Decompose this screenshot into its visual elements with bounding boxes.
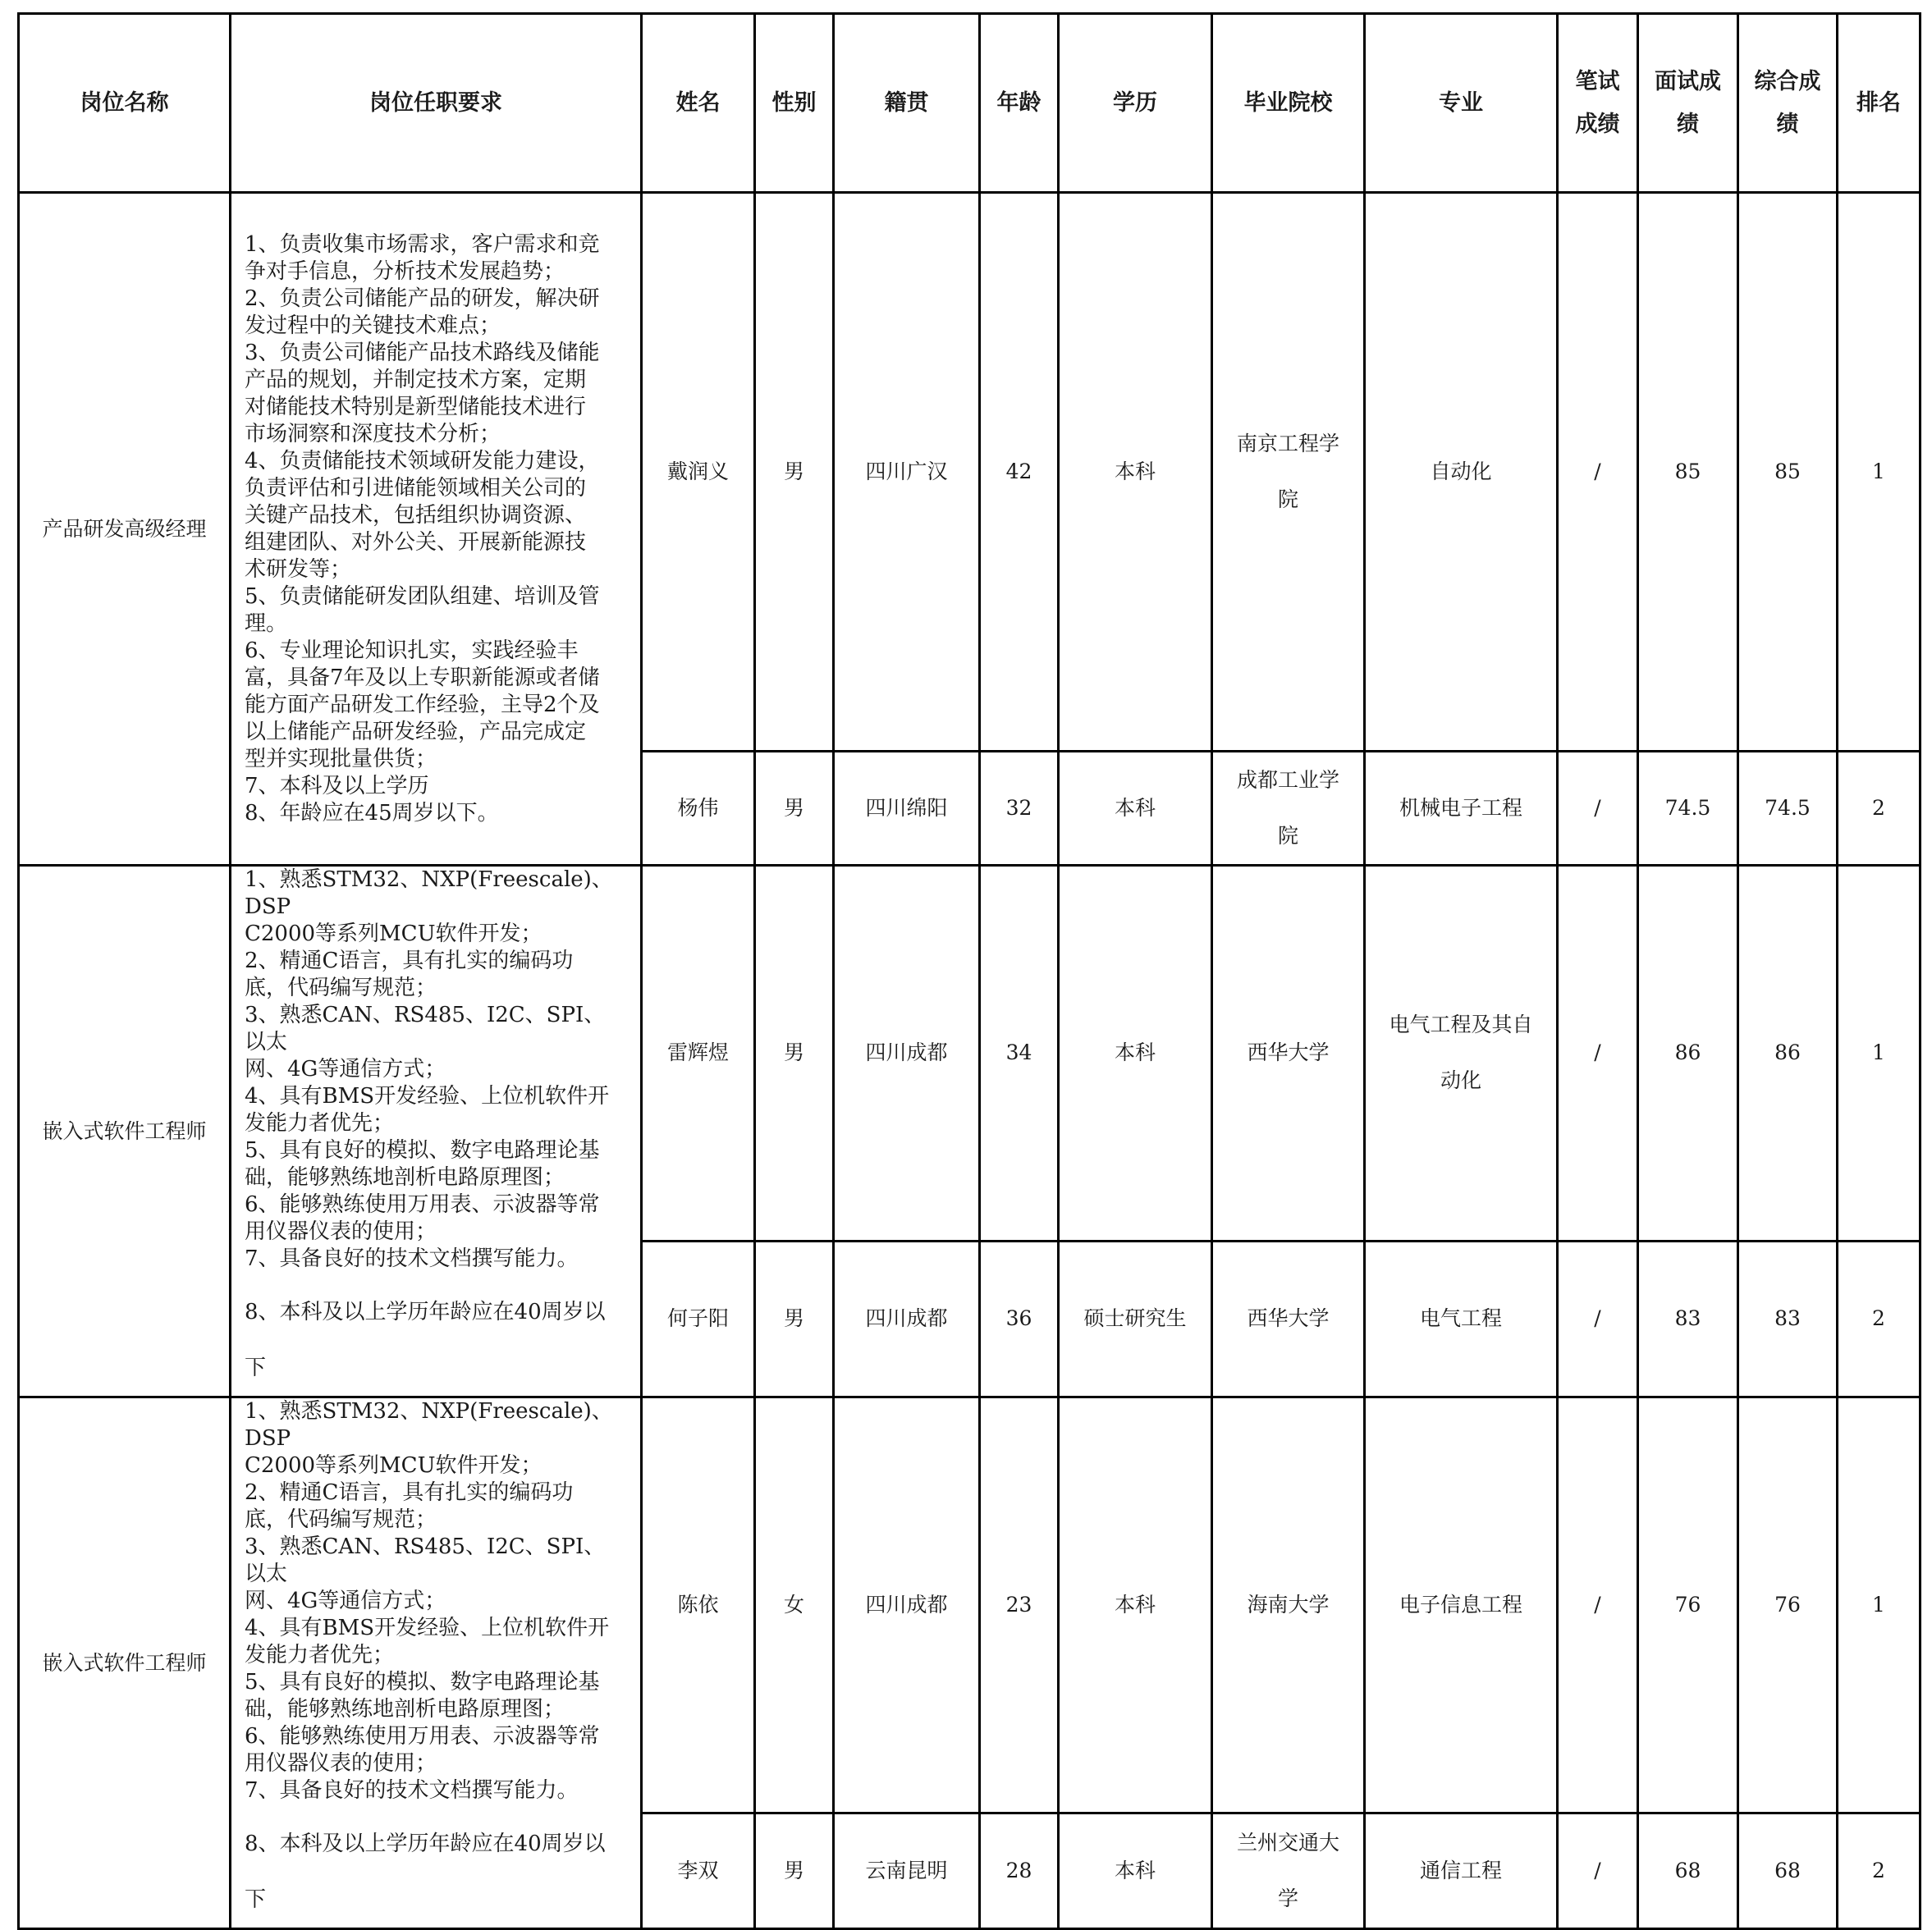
- candidate-rank: 2: [1838, 752, 1921, 866]
- candidate-origin: 四川绵阳: [834, 752, 980, 866]
- header-requirements: 岗位任职要求: [231, 14, 642, 193]
- candidate-written: /: [1558, 1397, 1638, 1813]
- candidate-age: 28: [980, 1813, 1059, 1928]
- candidate-age: 23: [980, 1397, 1059, 1813]
- candidate-written: /: [1558, 1241, 1638, 1397]
- header-total: 综合成 绩: [1738, 14, 1838, 193]
- candidate-total: 68: [1738, 1813, 1838, 1928]
- header-major: 专业: [1365, 14, 1558, 193]
- requirements-cell: [231, 193, 642, 866]
- candidate-interview: 86: [1638, 866, 1738, 1242]
- position-cell: 产品研发高级经理: [19, 193, 231, 866]
- candidate-origin: 云南昆明: [834, 1813, 980, 1928]
- candidate-education: 本科: [1059, 1397, 1212, 1813]
- candidate-gender: 女: [755, 1397, 834, 1813]
- candidate-name: 何子阳: [642, 1241, 755, 1397]
- candidate-major: 电气工程: [1365, 1241, 1558, 1397]
- candidate-school: 西华大学: [1212, 866, 1365, 1242]
- candidate-interview: 76: [1638, 1397, 1738, 1813]
- table-row: [19, 866, 1921, 1242]
- candidate-rank: 1: [1838, 866, 1921, 1242]
- requirements-text: 1、熟悉STM32、NXP(Freescale)、DSP C2000等系列MCU软件开发； 2、精通C语言，具有扎实的编码功 底，代码编写规范； 3、熟悉CAN、RS485、I2C、SPI、以太 网、4G等通信方式； 4、具有BMS开发经验、上位机软件开 发能力者优先； 5、具有良好的模拟、数字电路理论基 础，能够熟练地剖析电路原理图； 6、能够熟练使用万用表、示波器等常 用仪器仪表的使用； 7、具备良好的技术文档撰写能力。: [245, 867, 613, 1271]
- requirements-text: 1、熟悉STM32、NXP(Freescale)、DSP C2000等系列MCU软件开发； 2、精通C语言，具有扎实的编码功 底，代码编写规范； 3、熟悉CAN、RS485、I2C、SPI、以太 网、4G等通信方式； 4、具有BMS开发经验、上位机软件开 发能力者优先； 5、具有良好的模拟、数字电路理论基 础，能够熟练地剖析电路原理图； 6、能够熟练使用万用表、示波器等常 用仪器仪表的使用； 7、具备良好的技术文档撰写能力。: [245, 1399, 613, 1803]
- candidate-written: /: [1558, 866, 1638, 1242]
- header-age: 年龄: [980, 14, 1059, 193]
- requirements-cell: [231, 866, 642, 1397]
- candidate-origin: 四川成都: [834, 866, 980, 1242]
- candidate-name: 陈依: [642, 1397, 755, 1813]
- candidate-gender: 男: [755, 1241, 834, 1397]
- table-row: [19, 193, 1921, 752]
- candidate-education: 本科: [1059, 752, 1212, 866]
- candidate-education: 硕士研究生: [1059, 1241, 1212, 1397]
- candidate-written: /: [1558, 752, 1638, 866]
- candidate-rank: 2: [1838, 1813, 1921, 1928]
- candidate-school: 海南大学: [1212, 1397, 1365, 1813]
- candidate-origin: 四川成都: [834, 1397, 980, 1813]
- candidate-total: 85: [1738, 193, 1838, 752]
- candidate-major: 电子信息工程: [1365, 1397, 1558, 1813]
- candidate-rank: 2: [1838, 1241, 1921, 1397]
- candidate-interview: 68: [1638, 1813, 1738, 1928]
- header-row: [19, 14, 1921, 193]
- candidate-age: 42: [980, 193, 1059, 752]
- candidate-school: 兰州交通大 学: [1212, 1813, 1365, 1928]
- candidate-interview: 83: [1638, 1241, 1738, 1397]
- position-cell: 嵌入式软件工程师: [19, 866, 231, 1397]
- candidate-name: 雷辉煜: [642, 866, 755, 1242]
- candidate-school: 成都工业学 院: [1212, 752, 1365, 866]
- candidate-origin: 四川成都: [834, 1241, 980, 1397]
- candidate-gender: 男: [755, 1813, 834, 1928]
- requirements-cell: [231, 1397, 642, 1929]
- candidate-major: 机械电子工程: [1365, 752, 1558, 866]
- table-row: [19, 1397, 1921, 1813]
- requirements-text: 1、负责收集市场需求，客户需求和竞 争对手信息，分析技术发展趋势； 2、负责公司储能产品的研发，解决研 发过程中的关键技术难点； 3、负责公司储能产品技术路线及储能 产品的规划，并制定技术方案，定期 对储能技术特别是新型储能技术进行 市场洞察和深度技术分析； 4、负责储能技术领域研发能力建设， 负责评估和引进储能领域相关公司的 关键产品技术，包括组织协调资源、 组建团队、对外公关、开展新能源技 术研发等； 5、负责储能研发团队组建、培训及管 理。 6、专业理论知识扎实，实践经验丰 富，具备7年及以上专职新能源或者储 能方面产品研发工作经验，主导2个及 以上储能产品研发经验，产品完成定 型并实现批量供货； 7、本科及以上学历 8、年龄应在45周岁以下。: [245, 231, 600, 826]
- candidate-interview: 74.5: [1638, 752, 1738, 866]
- candidate-gender: 男: [755, 866, 834, 1242]
- candidate-age: 34: [980, 866, 1059, 1242]
- requirements-text-tail: 8、本科及以上学历年龄应在40周岁以 下: [245, 1300, 606, 1380]
- candidate-age: 32: [980, 752, 1059, 866]
- header-education: 学历: [1059, 14, 1212, 193]
- candidate-interview: 85: [1638, 193, 1738, 752]
- candidate-school: 西华大学: [1212, 1241, 1365, 1397]
- candidate-name: 戴润义: [642, 193, 755, 752]
- header-position: 岗位名称: [19, 14, 231, 193]
- requirements-text-tail: 8、本科及以上学历年龄应在40周岁以 下: [245, 1832, 606, 1912]
- candidate-gender: 男: [755, 752, 834, 866]
- candidate-total: 83: [1738, 1241, 1838, 1397]
- candidate-major: 电气工程及其自 动化: [1365, 866, 1558, 1242]
- candidate-name: 李双: [642, 1813, 755, 1928]
- results-table: [17, 12, 1921, 1930]
- candidate-origin: 四川广汉: [834, 193, 980, 752]
- candidate-major: 自动化: [1365, 193, 1558, 752]
- candidate-name: 杨伟: [642, 752, 755, 866]
- candidate-school: 南京工程学 院: [1212, 193, 1365, 752]
- candidate-written: /: [1558, 1813, 1638, 1928]
- header-name: 姓名: [642, 14, 755, 193]
- candidate-total: 76: [1738, 1397, 1838, 1813]
- candidate-rank: 1: [1838, 193, 1921, 752]
- candidate-written: /: [1558, 193, 1638, 752]
- candidate-major: 通信工程: [1365, 1813, 1558, 1928]
- candidate-education: 本科: [1059, 1813, 1212, 1928]
- candidate-education: 本科: [1059, 193, 1212, 752]
- header-gender: 性别: [755, 14, 834, 193]
- header-school: 毕业院校: [1212, 14, 1365, 193]
- header-interview: 面试成 绩: [1638, 14, 1738, 193]
- header-origin: 籍贯: [834, 14, 980, 193]
- candidate-rank: 1: [1838, 1397, 1921, 1813]
- candidate-total: 74.5: [1738, 752, 1838, 866]
- position-cell: 嵌入式软件工程师: [19, 1397, 231, 1929]
- header-rank: 排名: [1838, 14, 1921, 193]
- candidate-education: 本科: [1059, 866, 1212, 1242]
- header-written: 笔试 成绩: [1558, 14, 1638, 193]
- candidate-gender: 男: [755, 193, 834, 752]
- candidate-total: 86: [1738, 866, 1838, 1242]
- candidate-age: 36: [980, 1241, 1059, 1397]
